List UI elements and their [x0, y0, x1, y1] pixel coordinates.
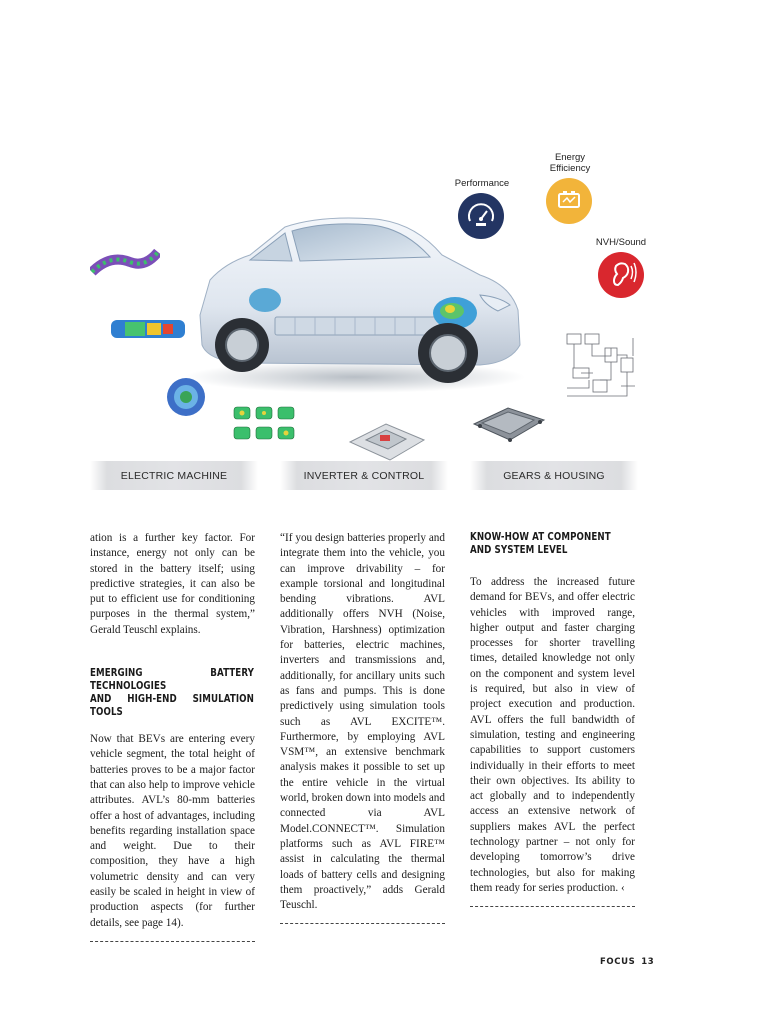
control-circuit-diagram — [563, 328, 639, 404]
heading-line-1: EMERGING BATTERY TECHNOLOGIES — [90, 667, 254, 693]
column-end-rule — [90, 941, 255, 942]
nvh-sound-label: NVH/Sound — [595, 237, 647, 248]
rotor-simulation-image — [90, 248, 160, 280]
col1-paragraph-1: ation is a further key factor. For instance, energy not only can be stored in the battery itself; using predictive strategies, it can also be put to efficient use for conditioning purposes in the thermal system,” Gerald Teuschl explains. — [90, 532, 255, 636]
heading-line-2: AND HIGH-END SIMULATION TOOLS — [90, 693, 254, 719]
speedometer-icon — [458, 193, 504, 239]
tab-electric-machine: ELECTRIC MACHINE — [90, 461, 258, 490]
col3-paragraph-text: To address the increased future demand for BEVs, and offer electric vehicles with improved range, higher output and faster charging processes for shorter travelling times, detailed knowledge not only on the component and system level is required, but also in view of project execution and production. AVL offers the full bandwidth of simulation, testing and engineering capabilities to support customers individually in their efforts to meet their own objectives. Its ability to act globally and to independently access an extensive network of suppliers makes AVL the perfect technology partner – not only for developing tomorrow’s drive technologies, but also for making them ready for series production. — [470, 576, 635, 894]
energy-efficiency-label: Energy Efficiency — [549, 152, 591, 174]
section-heading-battery — [90, 667, 254, 719]
page-number: 13 — [641, 957, 655, 967]
inverter-image — [346, 418, 428, 466]
text-column-3 — [470, 531, 635, 907]
shaft-simulation-image — [107, 312, 189, 348]
tab-inverter-control: INVERTER & CONTROL — [280, 461, 448, 490]
stator-simulation-image — [165, 376, 207, 418]
battery-icon — [546, 178, 592, 224]
heading-line-1: KNOW-HOW AT COMPONENT — [470, 531, 611, 543]
section-heading-know-how — [470, 531, 634, 557]
column-end-rule — [280, 923, 445, 924]
magazine-name: FOCUS — [600, 957, 636, 967]
column-end-rule — [470, 906, 635, 907]
vehicle-illustration — [0, 0, 761, 500]
gearbox-image — [470, 402, 548, 446]
tab-gears-housing: GEARS & HOUSING — [470, 461, 638, 490]
text-column-1 — [90, 531, 255, 942]
text-column-2 — [280, 531, 445, 924]
ear-icon — [598, 252, 644, 298]
col3-paragraph-1 — [470, 575, 635, 896]
col1-paragraph-2: Now that BEVs are entering every vehicle segment, the total height of batteries proves to be a major factor that can also help to improve vehicle attributes. AVL’s 80-mm batteries offer a host of advantages, including benefits regarding installation space and weight. Due to their composition, they have a high volumetric density and can very easily be scaled in height in view of production aspects (for further details, see page 14). — [90, 733, 255, 929]
heading-line-2: AND SYSTEM LEVEL — [470, 544, 568, 556]
performance-label: Performance — [454, 178, 510, 189]
modal-analysis-image — [232, 405, 298, 445]
end-of-article-mark: ‹ — [620, 881, 625, 894]
col2-paragraph-1: “If you design batteries properly and integrate them into the vehicle, you can improve drivability – for example torsional and longitudinal bending vibrations. AVL additionally offers NVH (Noise, Vibration, Harshness) optimization for batteries, electric machines, inverters and transmissions and, additionally, for ancillary units such as fans and pumps. This is done predictively using simulation tools such as AVL EXCITE™. Furthermore, by employing AVL VSM™, an extensive benchmark analysis makes it possible to set up the entire vehicle in the virtual world, broken down into models and connected via AVL Model.CONNECT™. Simulation platforms such as AVL FIRE™ assist in calculating the thermal loads of battery cells and designing them proactively,” adds Gerald Teuschl. — [280, 532, 445, 912]
page-footer — [600, 957, 654, 967]
